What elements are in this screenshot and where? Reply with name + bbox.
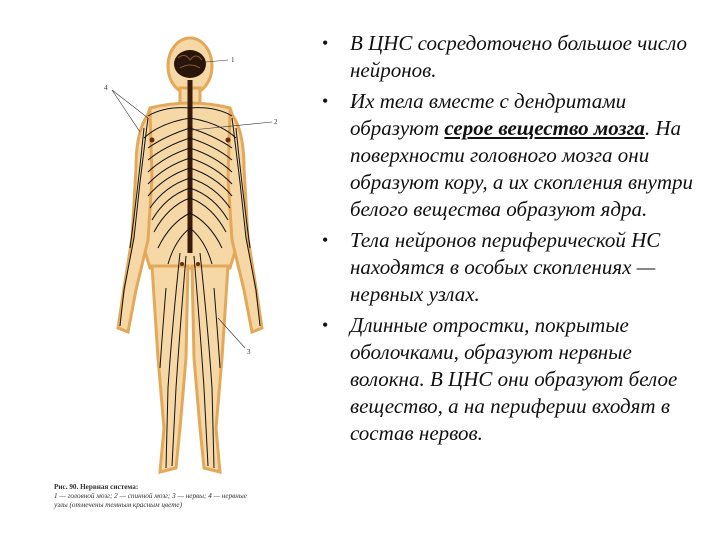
bullet-marker: • xyxy=(322,91,329,111)
bullet-text xyxy=(350,89,693,221)
bullet-item xyxy=(318,227,708,308)
brain xyxy=(174,50,206,78)
bullet-text-before: Их тела вместе с дендритами образуют xyxy=(350,89,627,140)
bullet-marker: • xyxy=(322,315,329,335)
bullet-marker: • xyxy=(322,230,329,250)
label-4: 4 xyxy=(104,84,108,92)
bullet-item xyxy=(318,312,708,447)
caption-line: 1 — головной мозг; 2 — спинной мозг; 3 — нервы; 4 — нервные xyxy=(54,492,247,500)
body-diagram xyxy=(40,28,315,498)
nervous-system-figure xyxy=(40,28,315,528)
bullet-marker: • xyxy=(322,33,329,53)
bullet-text: В ЦНС сосредоточено большое число нейронов. xyxy=(350,31,687,82)
bullet-list xyxy=(318,30,708,451)
bullet-text: Тела нейронов периферической НС находятся в особых скоплениях — нервных узлах. xyxy=(350,228,661,306)
bullet-text: Длинные отростки, покрытые оболочками, образуют нервные волокна. В ЦНС они образуют белое вещество, а на периферии входят в состав нервов. xyxy=(350,313,678,445)
label-3: 3 xyxy=(247,348,251,356)
bullet-item xyxy=(318,88,708,223)
caption-title: Рис. 90. Нервная система: xyxy=(54,483,139,491)
caption-line: узлы (отмечены темным красным цвете) xyxy=(54,501,182,509)
gray-matter-term: серое вещество мозга xyxy=(444,116,645,140)
bullet-item xyxy=(318,30,708,84)
figure-caption xyxy=(54,483,324,510)
bullet-text-after: . На поверхности головного мозга они образуют кору, а их скопления внутри белого вещества образуют ядра. xyxy=(350,116,694,221)
label-1: 1 xyxy=(231,56,235,64)
label-2: 2 xyxy=(274,118,278,126)
